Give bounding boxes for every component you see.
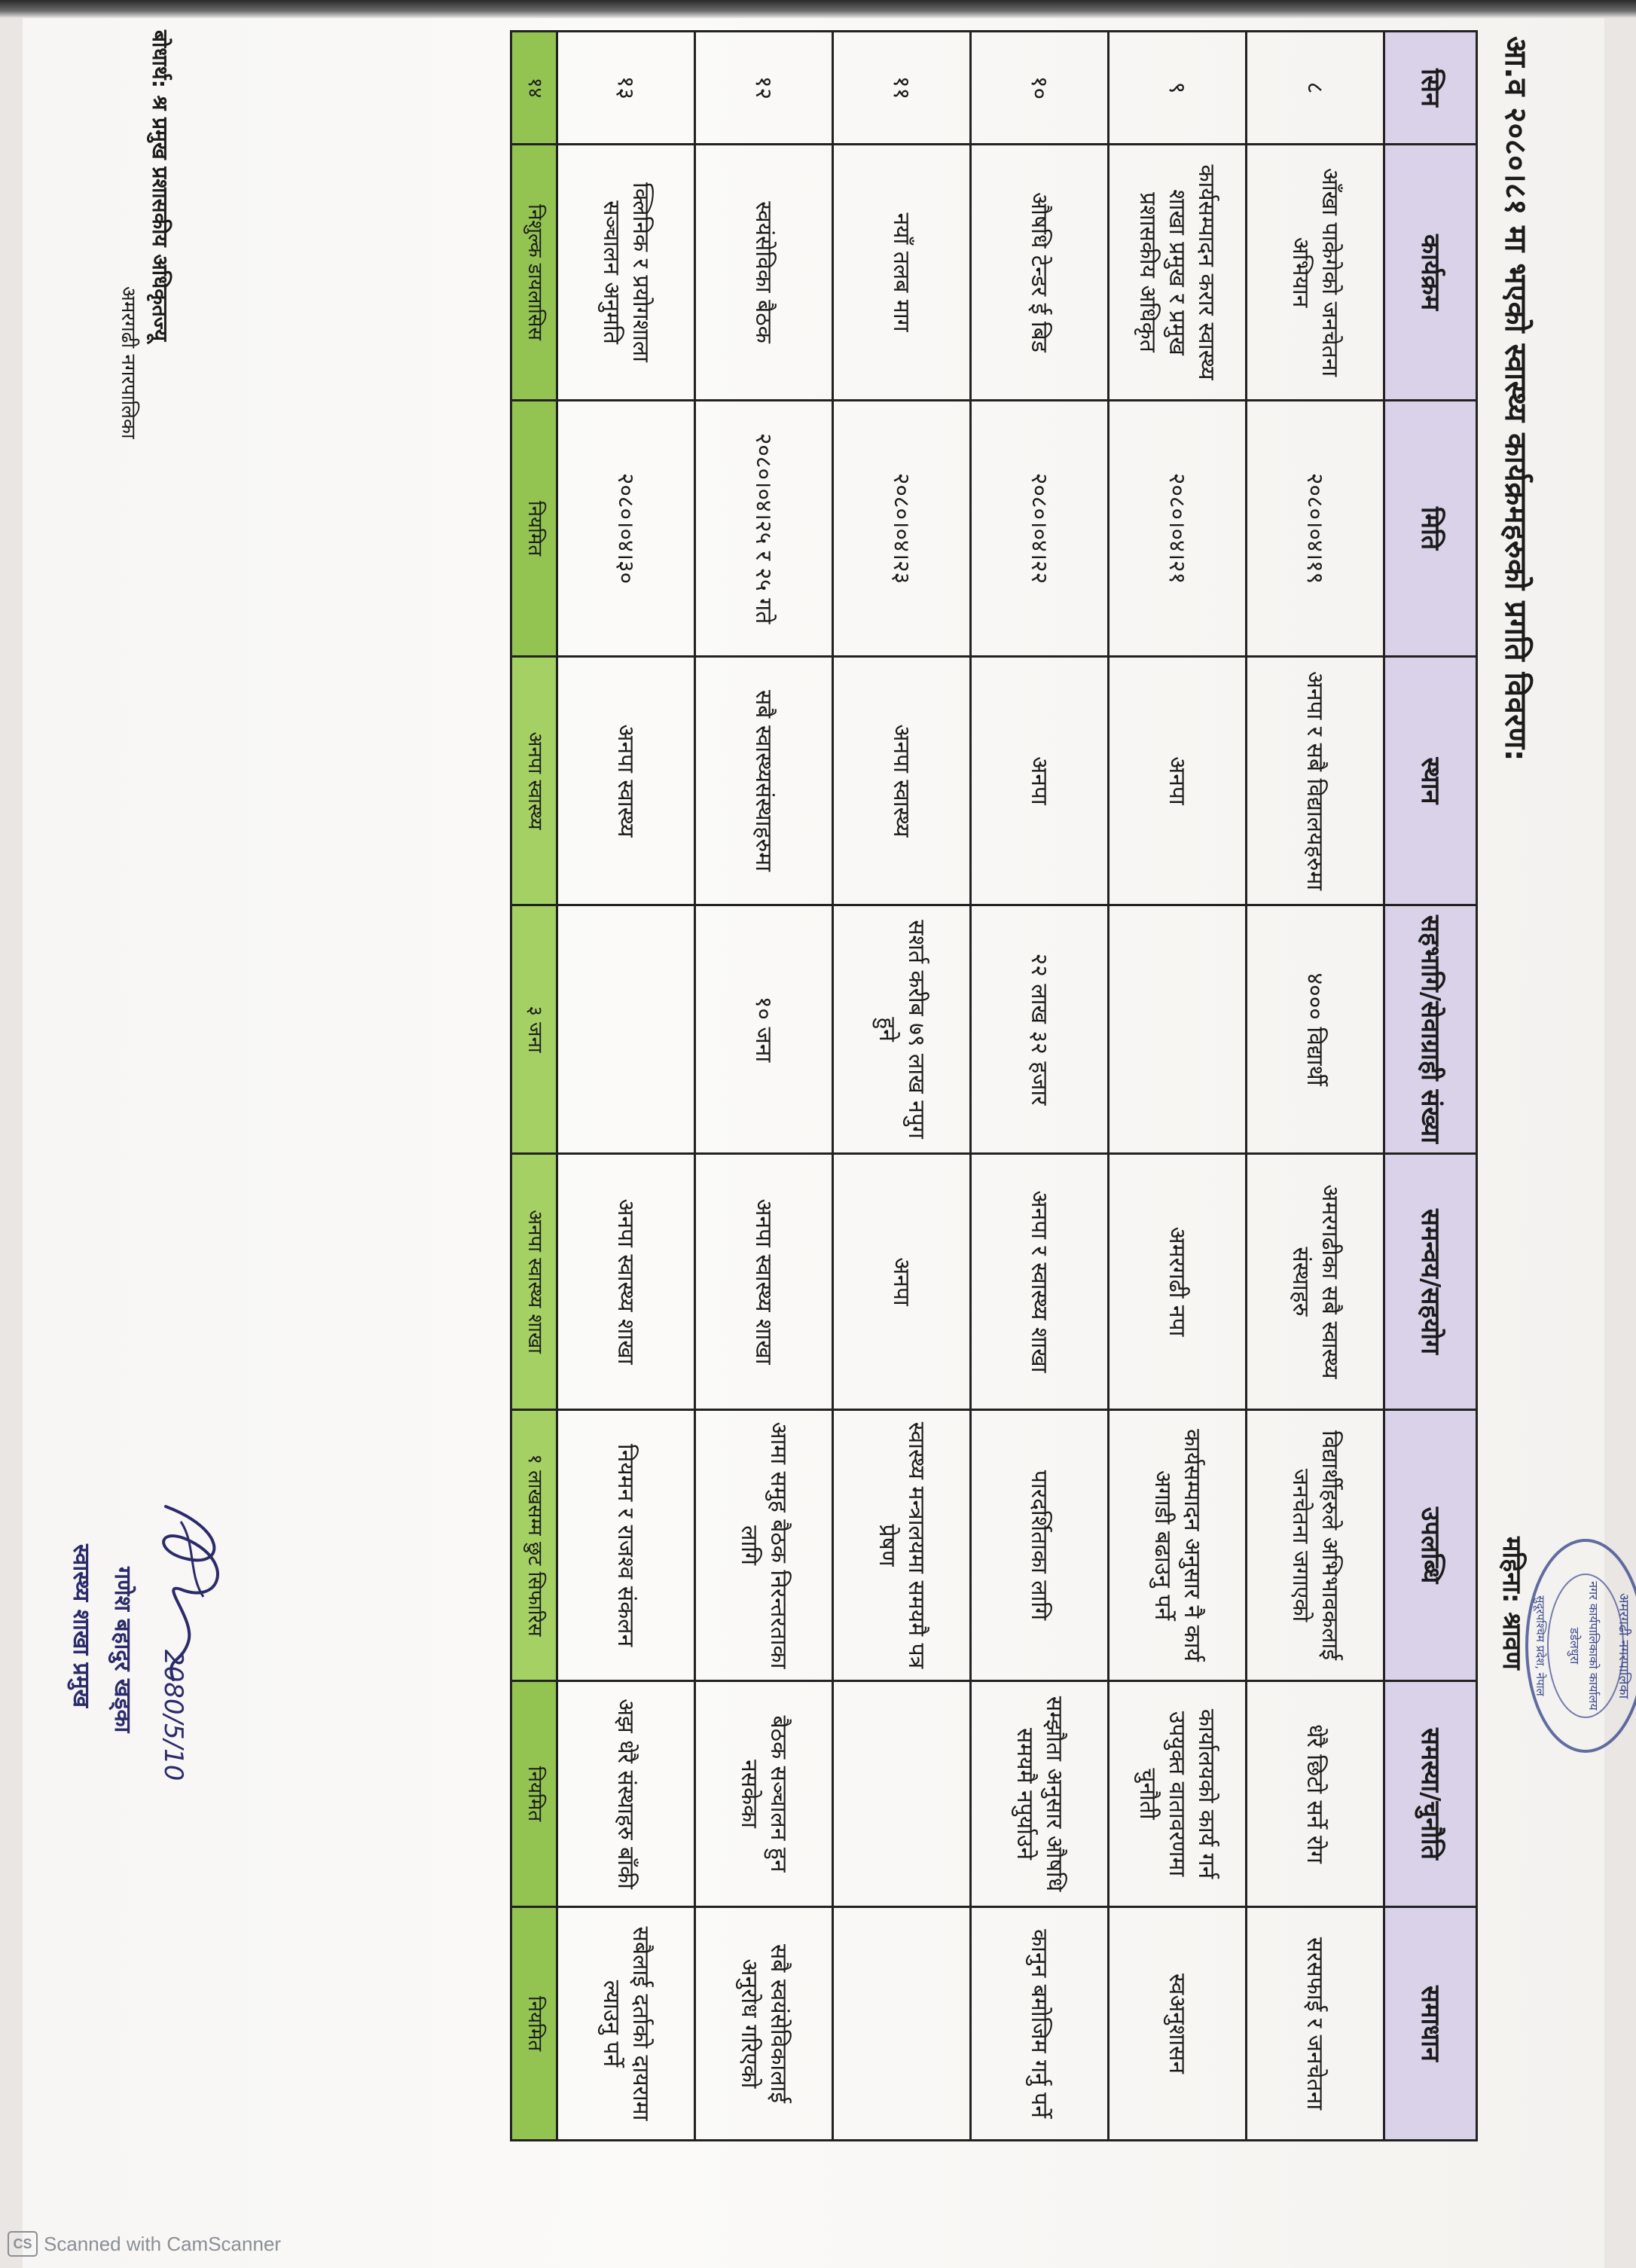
- cell-place: अनपा: [971, 657, 1109, 905]
- cell-place: सबै स्वास्थ्यसंस्थाहरुमा: [695, 657, 833, 905]
- cell-place: अनपा स्वास्थ्य: [833, 657, 971, 905]
- cell-problem: अझ धेरै संस्थाहरु बाँकी: [557, 1681, 695, 1907]
- cell-coordination: अनपा स्वास्थ्य शाखा: [511, 1154, 557, 1410]
- cell-problem: धेरै छिटो सर्ने रोग: [1247, 1681, 1384, 1907]
- cell-solution: नियमित: [511, 1907, 557, 2141]
- cc-note: बोधार्थ: श्र प्रमुख प्रशासकीय अधिकृतज्यू: [148, 30, 172, 341]
- cell-solution: कानुन बमोजिम गर्नु पर्ने: [971, 1907, 1109, 2141]
- table-row: [1247, 32, 1384, 2141]
- cell-achievement: नियमन र राजश्व संकलन: [557, 1410, 695, 1681]
- cell-participants: २२ लाख ३२ हजार: [971, 905, 1109, 1154]
- cell-program: निशुल्क डायलासिस: [511, 145, 557, 401]
- cell-coordination: अनपा र स्वास्थ्य शाखा: [971, 1154, 1109, 1410]
- seal-line-2: नगर कार्यपालिकाको कार्यालय: [1586, 1581, 1601, 1711]
- signature-block: [45, 1476, 241, 1838]
- cell-achievement: १ लाखसम्म छुट सिफारिस: [511, 1410, 557, 1681]
- cell-problem: कार्यालयको कार्य गर्न उपयुक्त वातावरणमा चुनौती: [1109, 1681, 1247, 1907]
- header-coordination: समन्वय/सहयोग: [1384, 1154, 1477, 1410]
- cell-coordination: अमरगढी नपा: [1109, 1154, 1247, 1410]
- cell-problem: बैठक सञ्चालन हुन नसकेका: [695, 1681, 833, 1907]
- table-row-highlighted: [511, 32, 557, 2141]
- cell-sn: १२: [695, 32, 833, 145]
- signatory-name: गणेश बहादुर खड्‌का: [109, 1567, 136, 1733]
- cell-place: अनपा स्वास्थ्य: [557, 657, 695, 905]
- cell-solution: [833, 1907, 971, 2141]
- cell-achievement: आमा समुह बैठक निरन्तरताका लागि: [695, 1410, 833, 1681]
- table-row: [971, 32, 1109, 2141]
- cell-achievement: पारदर्शिताका लागि: [971, 1410, 1109, 1681]
- cell-participants: [1109, 905, 1247, 1154]
- cell-program: स्वयंसेविका बैठक: [695, 145, 833, 401]
- cell-sn: १०: [971, 32, 1109, 145]
- cell-problem: सम्झौता अनुसार औषधि समयमै नपुर्याउने: [971, 1681, 1109, 1907]
- header-problem: समस्या/चुनौति: [1384, 1681, 1477, 1907]
- cell-date: २०८०।०४।२२: [971, 401, 1109, 657]
- cell-participants: १० जना: [695, 905, 833, 1154]
- cell-sn: १३: [557, 32, 695, 145]
- header-participants: सहभागि/सेवाग्राही संख्या: [1384, 905, 1477, 1154]
- cell-date: २०८०।०४।२३: [833, 401, 971, 657]
- cell-coordination: अनपा स्वास्थ्य शाखा: [557, 1154, 695, 1410]
- camscanner-logo-icon: CS: [8, 2231, 38, 2257]
- cell-coordination: अमरगढीका सबै स्वास्थ्य संस्थाहरु: [1247, 1154, 1384, 1410]
- signature-icon: [136, 1476, 241, 1702]
- table-row: [695, 32, 833, 2141]
- cell-place: अनपा स्वास्थ्य: [511, 657, 557, 905]
- seal-line-3: डडेलधुरा: [1567, 1627, 1582, 1665]
- rotated-document: [38, 15, 1631, 2237]
- header-program: कार्यक्रम: [1384, 145, 1477, 401]
- cell-place: अनपा: [1109, 657, 1247, 905]
- cell-achievement: विद्यार्थीहरुले अभिभावकलाई जनचेतना जगाएको: [1247, 1410, 1384, 1681]
- document-title: आ.व २०८०।८१ मा भएको स्वास्थ्य कार्यक्रमहरुको प्रगति विवरण:: [1498, 36, 1533, 762]
- signatory-title: स्वास्थ्य शाखा प्रमुख: [68, 1544, 94, 1708]
- cell-program: औषधि टेन्डर ई बिड: [971, 145, 1109, 401]
- header-sn: सिन: [1384, 32, 1477, 145]
- cell-achievement: कार्यसम्पादन अनुसार नै कार्य अगाडी बढाउनु पर्ने: [1109, 1410, 1247, 1681]
- table-row: [1109, 32, 1247, 2141]
- cell-date: नियमित: [511, 401, 557, 657]
- watermark-text: Scanned with CamScanner: [44, 2232, 282, 2255]
- cell-program: आँखा पाकेगेको जनचेतना अभियान: [1247, 145, 1384, 401]
- cell-date: २०८०।०४।१९: [1247, 401, 1384, 657]
- cell-sn: ८: [1247, 32, 1384, 145]
- cell-coordination: अनपा: [833, 1154, 971, 1410]
- cell-participants: ४००० विद्यार्थी: [1247, 905, 1384, 1154]
- cell-date: २०८०।०४।२५ र २५ गते: [695, 401, 833, 657]
- cell-program: कार्यसम्पादन करार स्वास्थ्य शाखा प्रमुख र प्रमुख प्रशासकीय अधिकृत: [1109, 145, 1247, 401]
- cell-participants: सशर्त करीब ७९ लाख नपुग हुने: [833, 905, 971, 1154]
- table-row: [557, 32, 695, 2141]
- cell-coordination: अनपा स्वास्थ्य शाखा: [695, 1154, 833, 1410]
- cell-solution: सबैलाई दर्ताको दायरामा ल्याउनु पर्ने: [557, 1907, 695, 2141]
- office-seal-icon: [1522, 1533, 1636, 1759]
- seal-line-4: सुदूरपश्चिम प्रदेश, नेपाल: [1534, 1595, 1547, 1696]
- cell-solution: सरसफाई र जनचेतना: [1247, 1907, 1384, 2141]
- cell-program: नयाँ तलब माग: [833, 145, 971, 401]
- cell-participants: [557, 905, 695, 1154]
- signature-date: 2080/5/10: [158, 1650, 188, 1781]
- cell-date: २०८०।०४।२१: [1109, 401, 1247, 657]
- cell-sn: १४: [511, 32, 557, 145]
- cell-problem: नियमित: [511, 1681, 557, 1907]
- cell-sn: ९: [1109, 32, 1247, 145]
- cell-sn: ११: [833, 32, 971, 145]
- cell-solution: स्वअनुशासन: [1109, 1907, 1247, 2141]
- cell-achievement: स्वास्थ्य मन्त्रालयमा समयमै पत्र प्रेषण: [833, 1410, 971, 1681]
- header-date: मिति: [1384, 401, 1477, 657]
- table-header-row: [1384, 32, 1477, 2141]
- header-achievement: उपलब्धि: [1384, 1410, 1477, 1681]
- camscanner-watermark: [8, 2231, 281, 2257]
- month-label: महिना: श्रावण: [1497, 1537, 1527, 1670]
- header-place: स्थान: [1384, 657, 1477, 905]
- seal-line-1: अमरगढी नगरपालिका: [1616, 1592, 1631, 1699]
- cc-note-municipality: अमरगढी नगरपालिका: [117, 286, 139, 439]
- header-solution: समाधान: [1384, 1907, 1477, 2141]
- program-progress-table: [510, 30, 1478, 2141]
- cell-participants: ३ जना: [511, 905, 557, 1154]
- cell-solution: सबै स्वयंसेविकालाई अनुरोध गरिएको: [695, 1907, 833, 2141]
- cell-date: २०८०।०४।३०: [557, 401, 695, 657]
- cell-problem: [833, 1681, 971, 1907]
- cell-program: क्लिनिक र प्रयोगशाला सञ्चालन अनुमति: [557, 145, 695, 401]
- cell-place: अनपा र सबै विद्यालयहरुमा: [1247, 657, 1384, 905]
- table-row: [833, 32, 971, 2141]
